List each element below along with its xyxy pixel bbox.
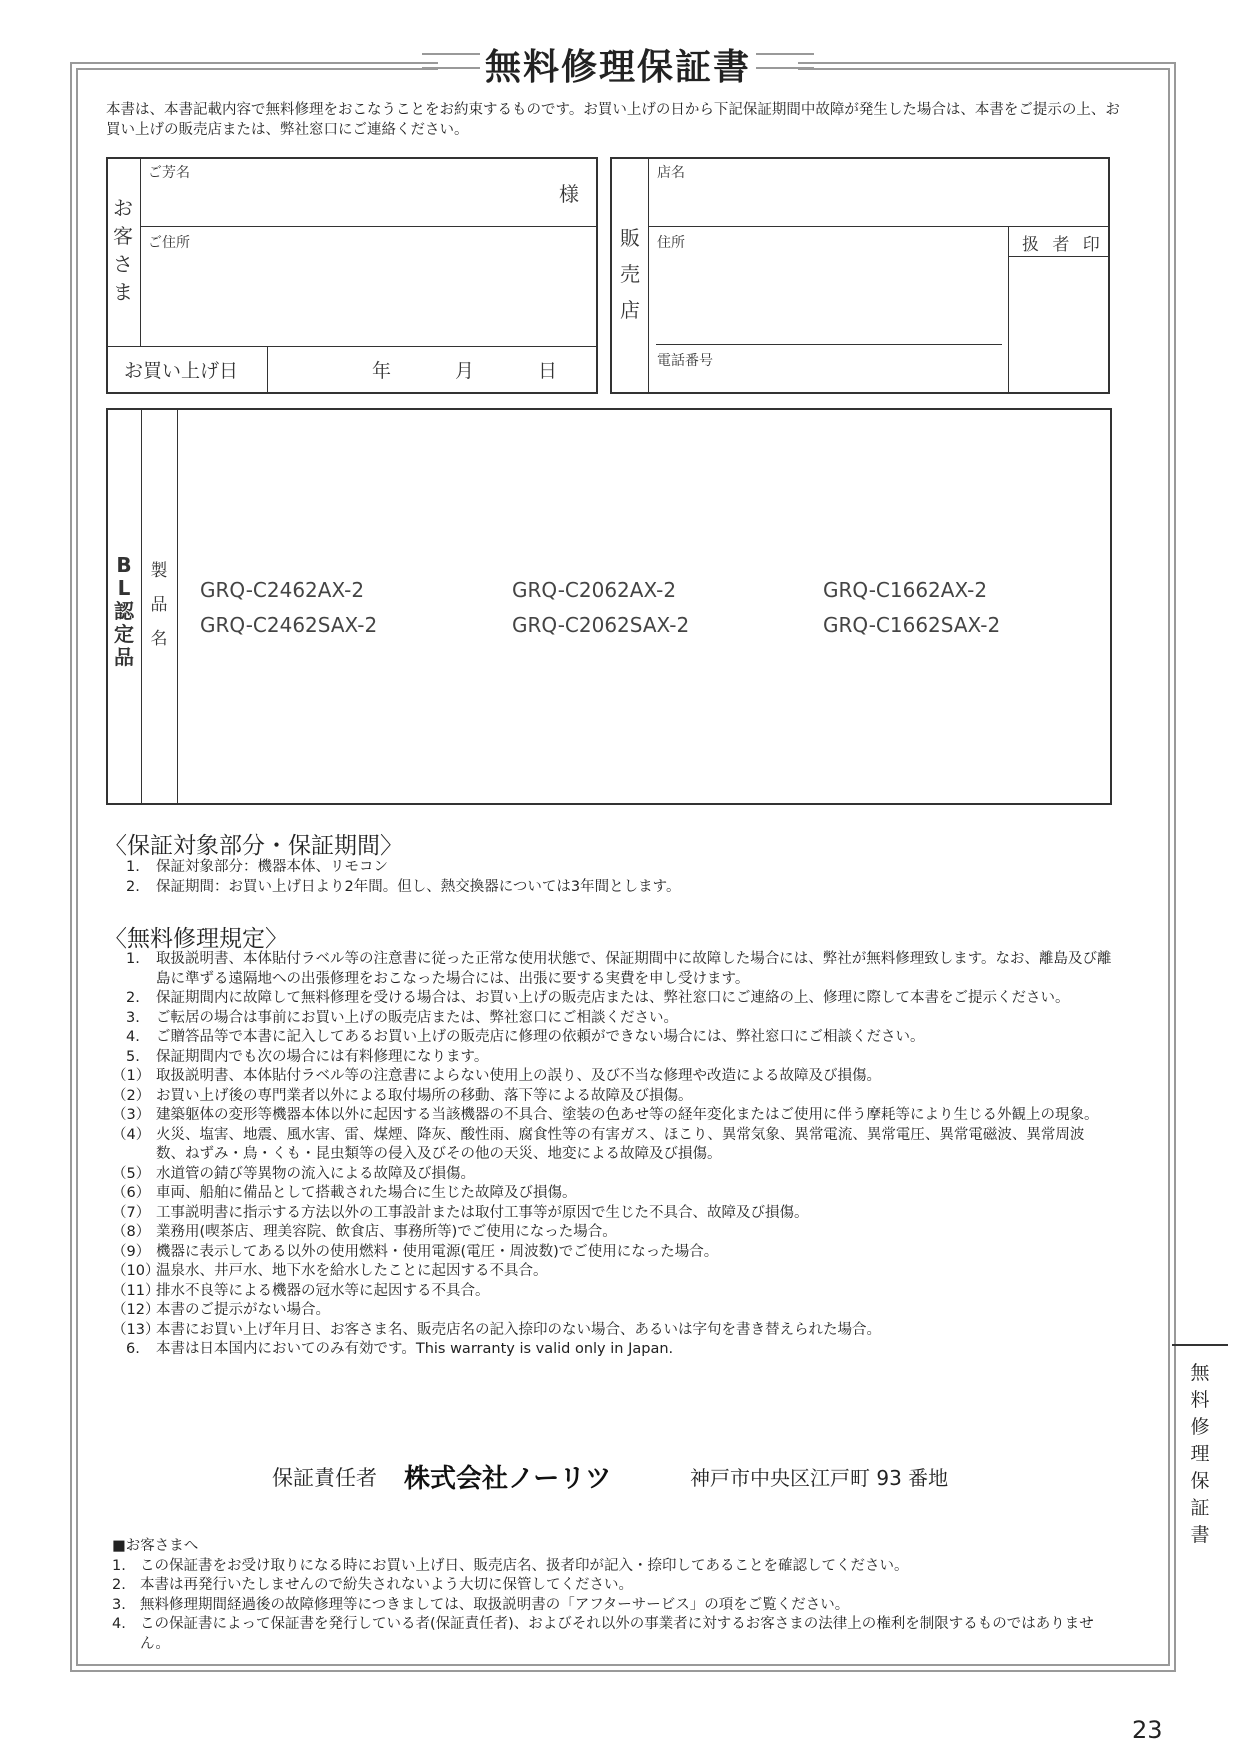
list-item: （11） 排水不良等による機器の冠水等に起因する不具合。 xyxy=(112,1282,490,1299)
rules-heading: 〈無料修理規定〉 xyxy=(104,926,288,952)
product-name-label: 製 品 名 xyxy=(150,561,168,649)
list-item: 3. ご転居の場合は事前にお買い上げの販売店または、弊社窓口にご相談ください。 xyxy=(126,1009,678,1026)
page-number: 23 xyxy=(1132,1716,1163,1744)
purchase-date-label: お買い上げ日 xyxy=(124,360,239,382)
list-item: 1. この保証書をお受け取りになる時にお買い上げ日、販売店名、扱者印が記入・捺印してあることを確認してください。 xyxy=(112,1557,909,1574)
product-box xyxy=(106,408,1112,805)
notice-heading: ■お客さまへ xyxy=(112,1538,199,1554)
model-name: GRQ-C2062AX-2 xyxy=(512,578,677,602)
list-item: 1. 取扱説明書、本体貼付ラベル等の注意書に従った正常な使用状態で、保証期間中に故障した場合には、弊社が無料修理致します。なお、離島及び離島に準ずる遠隔地への出張修理をおこなった場合には、出張に要する実費を申し受けます。 xyxy=(126,951,1112,987)
page-title: 無料修理保証書 xyxy=(484,46,751,88)
purchase-year: 年 xyxy=(372,360,392,382)
dealer-store-label: 店名 xyxy=(657,165,685,181)
title-block xyxy=(438,36,798,92)
list-item: （5） 水道管の錆び等異物の流入による故障及び損傷。 xyxy=(112,1165,475,1182)
model-name: GRQ-C1662SAX-2 xyxy=(823,613,1001,637)
list-item: 4. この保証書によって保証書を発行している者(保証責任者)、およびそれ以外の事業者に対するお客さまの法律上の権利を制限するものではありません。 xyxy=(112,1616,1094,1652)
dealer-address-label: 住所 xyxy=(657,235,685,251)
model-name: GRQ-C2462SAX-2 xyxy=(200,613,378,637)
company-logo: 株式会社ノーリツ xyxy=(404,1464,612,1494)
list-item: 6. 本書は日本国内においてのみ有効です。This warranty is valid only in Japan. xyxy=(126,1341,674,1357)
list-item: （8） 業務用(喫茶店、理美容院、飲食店、事務所等)でご使用になった場合。 xyxy=(112,1224,617,1240)
list-item: 2. 保証期間：お買い上げ日より2年間。但し、熱交換器については3年間とします。 xyxy=(126,878,681,895)
title-rule-left xyxy=(422,53,480,69)
list-item: （7） 工事説明書に指示する方法以外の工事設計または取付工事等が原因で生じた不具合、故障及び損傷。 xyxy=(112,1204,809,1221)
list-item: （3） 建築躯体の変形等機器本体以外に起因する当該機器の不具合、塗装の色あせ等の経年変化またはご使用に伴う摩耗等により生じる外観上の現象。 xyxy=(112,1107,1099,1123)
list-item: （4） 火災、塩害、地震、風水害、雷、煤煙、降灰、酸性雨、腐食性等の有害ガス、ほこり、異常気象、異常電流、異常電圧、異常電磁波、異常周波数、ねずみ・鳥・くも・昆虫類等の侵入及びその他の天災、地変による故障及び損傷。 xyxy=(112,1126,1085,1162)
list-item: （13） 本書にお買い上げ年月日、お客さま名、販売店名の記入捺印のない場合、あるいは字句を書き替えられた場合。 xyxy=(112,1321,881,1338)
list-item: （2） お買い上げ後の専門業者以外による取付場所の移動、落下等による故障及び損傷。 xyxy=(112,1087,693,1104)
customer-side-label: お 客 さ ま xyxy=(113,196,133,304)
side-tab-label: 無 料 修 理 保 証 書 xyxy=(1190,1362,1210,1546)
guarantor-label: 保証責任者 xyxy=(272,1466,377,1490)
list-item: （9） 機器に表示してある以外の使用燃料・使用電源(電圧・周波数)でご使用になった場合。 xyxy=(112,1243,719,1260)
list-item: 2. 保証期間内に故障して無料修理を受ける場合は、お買い上げの販売店または、弊社窓口にご連絡の上、修理に際して本書をご提示ください。 xyxy=(126,990,1070,1006)
model-name: GRQ-C1662AX-2 xyxy=(823,578,988,602)
customer-name-label: ご芳名 xyxy=(148,165,190,181)
coverage-list xyxy=(126,858,1106,897)
company-address: 神戸市中央区江戸町 93 番地 xyxy=(690,1466,949,1490)
honorific: 様 xyxy=(559,182,579,206)
model-name: GRQ-C2062SAX-2 xyxy=(512,613,690,637)
customer-address-label: ご住所 xyxy=(148,235,190,251)
notice-list xyxy=(112,1537,1112,1654)
list-item: 2. 本書は再発行いたしませんので紛失されないよう大切に保管してください。 xyxy=(112,1577,633,1593)
side-tab-rule xyxy=(1172,1344,1228,1346)
side-tab xyxy=(1172,1344,1228,1546)
dealer-side-label: 販 売 店 xyxy=(620,226,640,322)
list-item: （1） 取扱説明書、本体貼付ラベル等の注意書によらない使用上の誤り、及び不当な修理や改造による故障及び損傷。 xyxy=(112,1068,881,1084)
model-name: GRQ-C2462AX-2 xyxy=(200,578,365,602)
purchase-month: 月 xyxy=(455,360,475,382)
bl-certified-label: B L 認 定 品 xyxy=(114,553,134,669)
purchase-day: 日 xyxy=(538,360,558,382)
list-item: （10） 温泉水、井戸水、地下水を給水したことに起因する不具合。 xyxy=(112,1263,548,1279)
rules-list xyxy=(112,950,1112,1360)
title-rule-right xyxy=(756,53,814,69)
list-item: 1. 保証対象部分：機器本体、リモコン xyxy=(126,859,388,875)
stamp-label: 扱 者 印 xyxy=(1022,235,1104,255)
list-item: （12） 本書のご提示がない場合。 xyxy=(112,1302,330,1318)
list-item: （6） 車両、船舶に備品として搭載された場合に生じた故障及び損傷。 xyxy=(112,1185,577,1201)
list-item: 4. ご贈答品等で本書に記入してあるお買い上げの販売店に修理の依頼ができない場合には、弊社窓口にご相談ください。 xyxy=(126,1029,925,1045)
dealer-phone-label: 電話番号 xyxy=(657,353,713,369)
list-item: 5. 保証期間内でも次の場合には有料修理になります。 xyxy=(126,1048,489,1065)
intro-text: 本書は、本書記載内容で無料修理をおこなうことをお約束するものです。お買い上げの日から下記保証期間中故障が発生した場合は、本書をご提示の上、お買い上げの販売店または、弊社窓口にご連絡ください。 xyxy=(106,102,1120,138)
coverage-heading: 〈保証対象部分・保証期間〉 xyxy=(104,833,403,859)
list-item: 3. 無料修理期間経過後の故障修理等につきましては、取扱説明書の「アフターサービス」の項をご覧ください。 xyxy=(112,1596,850,1613)
